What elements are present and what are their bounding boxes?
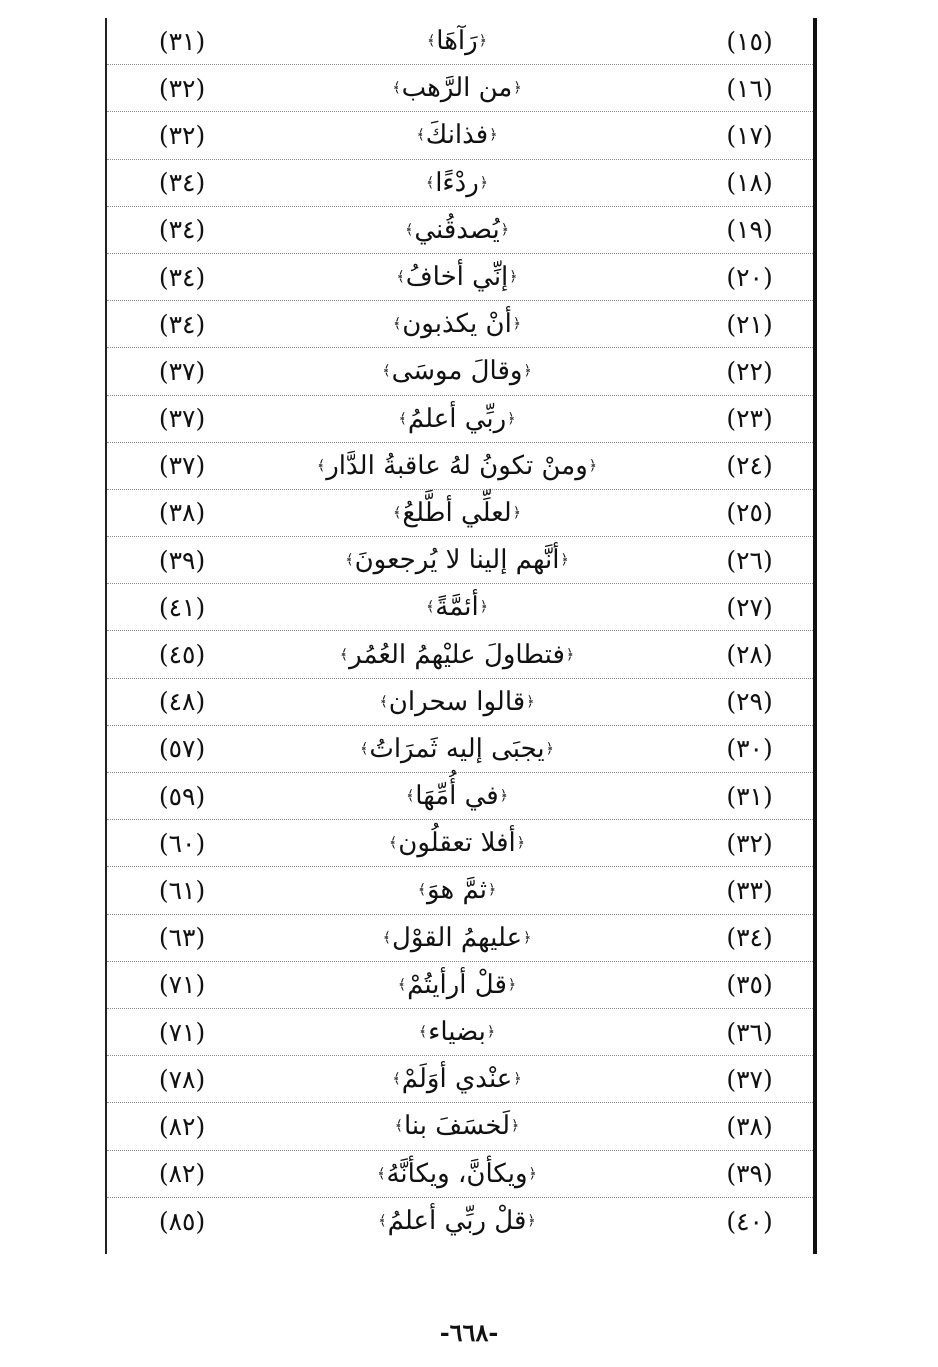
- quran-bracket-open-icon: ﴿: [545, 740, 554, 757]
- page-reference: (٣٧): [158, 451, 206, 481]
- page-reference: (٥٧): [158, 734, 206, 764]
- quran-bracket-open-icon: ﴿: [489, 127, 498, 144]
- entry-index: (٣٩): [726, 1159, 773, 1189]
- table-row: [107, 867, 813, 914]
- quranic-word: فتطاولَ عليْهمُ العُمُر: [349, 639, 565, 670]
- entry-index: (١٨): [726, 168, 773, 198]
- quranic-word-cell: [267, 867, 647, 913]
- page-reference: (٧١): [158, 970, 206, 1000]
- entry-index: (٢٠): [726, 262, 773, 292]
- table-row: [107, 443, 813, 490]
- quranic-word-cell: [267, 726, 647, 772]
- quran-bracket-close-icon: ﴾: [393, 316, 402, 333]
- quranic-word: لَخسَفَ بنا: [403, 1111, 511, 1142]
- table-row: [107, 773, 813, 820]
- entry-index: (٣٣): [726, 875, 773, 905]
- quran-bracket-close-icon: ﴾: [406, 788, 415, 805]
- quran-bracket-open-icon: ﴿: [560, 552, 569, 569]
- quranic-word: فذانكَ: [425, 120, 489, 151]
- quranic-word: قلْ أرأيتُمْ: [407, 969, 507, 1000]
- quranic-word-cell: [267, 1151, 647, 1197]
- entry-index: (٣٠): [726, 734, 773, 764]
- quranic-word: يجبَى إليه ثَمرَاتُ: [369, 733, 545, 764]
- table-row: [107, 207, 813, 254]
- quranic-word: ردْءًا: [435, 167, 479, 198]
- quranic-word-cell: [267, 301, 647, 347]
- quranic-word-cell: [267, 537, 647, 583]
- quranic-word-cell: [267, 160, 647, 206]
- quran-bracket-close-icon: ﴾: [396, 269, 405, 286]
- quran-bracket-close-icon: ﴾: [418, 1024, 428, 1041]
- quran-bracket-open-icon: ﴿: [499, 788, 508, 805]
- page-reference: (٣٢): [158, 120, 206, 150]
- page-reference: (٣٧): [158, 356, 206, 386]
- quran-bracket-open-icon: ﴿: [588, 457, 597, 474]
- page-reference: (٥٩): [158, 781, 206, 811]
- page-reference: (٤٨): [158, 687, 206, 717]
- quran-bracket-open-icon: ﴿: [527, 1213, 536, 1230]
- quranic-word-cell: [267, 1103, 647, 1149]
- quran-bracket-open-icon: ﴿: [565, 646, 575, 663]
- quranic-word-cell: [267, 18, 647, 64]
- quranic-word: أفلا تعقلُون: [398, 828, 516, 859]
- quran-bracket-close-icon: ﴾: [339, 646, 349, 663]
- quranic-word: عنْدي أوَلَمْ: [401, 1064, 513, 1095]
- quran-bracket-open-icon: ﴿: [511, 1118, 520, 1135]
- quranic-word-cell: [267, 584, 647, 630]
- entry-index: (٢٩): [726, 687, 773, 717]
- quran-bracket-open-icon: ﴿: [509, 269, 518, 286]
- quran-bracket-close-icon: ﴾: [382, 363, 391, 380]
- page-reference: (٧١): [158, 1017, 206, 1047]
- entry-index: (١٧): [726, 120, 773, 150]
- page-reference: (٣١): [158, 26, 206, 56]
- quranic-word-cell: [267, 679, 647, 725]
- table-row: [107, 112, 813, 159]
- quran-bracket-open-icon: ﴿: [513, 80, 522, 97]
- quranic-word: من الرَّهب: [401, 73, 513, 104]
- table-row: [107, 1103, 813, 1150]
- quranic-word: أئمَّةً: [435, 592, 479, 623]
- quran-bracket-close-icon: ﴾: [392, 1071, 401, 1088]
- quran-bracket-close-icon: ﴾: [392, 80, 401, 97]
- entry-index: (٣٢): [726, 828, 773, 858]
- quranic-word: أنْ يكذبون: [402, 309, 512, 340]
- quranic-word: رَآهَا: [436, 26, 478, 57]
- entry-index: (٢٧): [726, 592, 773, 622]
- quranic-word: وقالَ موسَى: [391, 356, 523, 387]
- table-row: [107, 1198, 813, 1245]
- quran-bracket-close-icon: ﴾: [378, 1213, 387, 1230]
- quran-bracket-close-icon: ﴾: [317, 457, 326, 474]
- quran-bracket-open-icon: ﴿: [479, 599, 488, 616]
- quran-bracket-open-icon: ﴿: [507, 410, 516, 427]
- quranic-word-cell: [267, 443, 647, 489]
- quran-bracket-close-icon: ﴾: [426, 174, 435, 191]
- page-reference: (٦٠): [158, 828, 206, 858]
- quran-bracket-close-icon: ﴾: [394, 1118, 403, 1135]
- quranic-word-cell: [267, 207, 647, 253]
- quranic-word: بضياء: [428, 1017, 486, 1048]
- quran-bracket-close-icon: ﴾: [427, 33, 436, 50]
- quran-bracket-close-icon: ﴾: [426, 599, 435, 616]
- quranic-word-cell: [267, 1198, 647, 1245]
- quranic-word: قالوا سحران: [388, 686, 526, 717]
- table-row: [107, 679, 813, 726]
- entry-index: (٢٥): [726, 498, 773, 528]
- word-index-table: [105, 18, 817, 1254]
- table-rows: [107, 18, 813, 1245]
- quranic-word: ثمَّ هوَ: [427, 875, 487, 906]
- page-reference: (٤١): [158, 592, 206, 622]
- table-row: [107, 962, 813, 1009]
- quran-bracket-open-icon: ﴿: [513, 1071, 522, 1088]
- table-row: [107, 254, 813, 301]
- quranic-word-cell: [267, 65, 647, 111]
- table-row: [107, 726, 813, 773]
- page-reference: (٦٣): [158, 923, 206, 953]
- table-row: [107, 915, 813, 962]
- table-row: [107, 631, 813, 678]
- quran-bracket-open-icon: ﴿: [507, 976, 517, 993]
- table-row: [107, 584, 813, 631]
- quranic-word: إنِّي أخافُ: [405, 262, 509, 293]
- page-reference: (٨٢): [158, 1159, 206, 1189]
- table-row: [107, 1151, 813, 1198]
- quran-bracket-close-icon: ﴾: [397, 976, 407, 993]
- quran-bracket-close-icon: ﴾: [398, 410, 407, 427]
- table-row: [107, 1056, 813, 1103]
- quran-bracket-open-icon: ﴿: [516, 835, 525, 852]
- quran-bracket-close-icon: ﴾: [379, 693, 388, 710]
- entry-index: (٤٠): [726, 1206, 773, 1236]
- page-number-footer: -٦٦٨-: [439, 1318, 499, 1347]
- table-row: [107, 396, 813, 443]
- quranic-word-cell: [267, 348, 647, 394]
- quran-bracket-close-icon: ﴾: [389, 835, 398, 852]
- page-reference: (٦١): [158, 875, 206, 905]
- entry-index: (٢٣): [726, 404, 773, 434]
- page-reference: (٨٢): [158, 1111, 206, 1141]
- table-row: [107, 490, 813, 537]
- quran-bracket-close-icon: ﴾: [416, 127, 425, 144]
- quran-bracket-close-icon: ﴾: [405, 221, 414, 238]
- page-reference: (٤٥): [158, 640, 206, 670]
- quran-bracket-close-icon: ﴾: [377, 1165, 386, 1182]
- quranic-word: عليهمُ القوْل: [391, 922, 523, 953]
- quran-bracket-open-icon: ﴿: [523, 929, 532, 946]
- page-reference: (٧٨): [158, 1064, 206, 1094]
- quranic-word-cell: [267, 631, 647, 677]
- table-row: [107, 65, 813, 112]
- entry-index: (٣٦): [726, 1017, 773, 1047]
- page-reference: (٣٤): [158, 262, 206, 292]
- quran-bracket-open-icon: ﴿: [526, 693, 535, 710]
- quranic-word: ربِّي أعلمُ: [407, 403, 507, 434]
- quran-bracket-open-icon: ﴿: [523, 363, 532, 380]
- page-reference: (٣٧): [158, 404, 206, 434]
- entry-index: (٢٦): [726, 545, 773, 575]
- quranic-word: ويكأنَّ، ويكأنَّهُ: [386, 1158, 528, 1189]
- table-row: [107, 820, 813, 867]
- page-reference: (٣٩): [158, 545, 206, 575]
- entry-index: (٢٤): [726, 451, 773, 481]
- page-reference: (٣٨): [158, 498, 206, 528]
- quran-bracket-close-icon: ﴾: [360, 740, 369, 757]
- quran-bracket-close-icon: ﴾: [417, 882, 427, 899]
- quranic-word-cell: [267, 773, 647, 819]
- entry-index: (٢٨): [726, 640, 773, 670]
- table-row: [107, 160, 813, 207]
- quran-bracket-open-icon: ﴿: [478, 33, 487, 50]
- quranic-word-cell: [267, 915, 647, 961]
- entry-index: (١٩): [726, 215, 773, 245]
- entry-index: (١٦): [726, 73, 773, 103]
- page-reference: (٨٥): [158, 1206, 206, 1236]
- entry-index: (١٥): [726, 26, 773, 56]
- quran-bracket-open-icon: ﴿: [512, 316, 521, 333]
- entry-index: (٣٧): [726, 1064, 773, 1094]
- quran-bracket-open-icon: ﴿: [500, 221, 509, 238]
- quranic-word-cell: [267, 254, 647, 300]
- entry-index: (٣١): [726, 781, 773, 811]
- entry-index: (٣٨): [726, 1111, 773, 1141]
- page-reference: (٣٤): [158, 309, 206, 339]
- quranic-word: أنَّهم إلينا لا يُرجعونَ: [354, 545, 560, 576]
- quran-bracket-open-icon: ﴿: [512, 504, 521, 521]
- quran-bracket-close-icon: ﴾: [382, 929, 391, 946]
- entry-index: (٢١): [726, 309, 773, 339]
- quranic-word: يُصدقُني: [414, 214, 500, 245]
- quranic-word: في أُمِّهَا: [415, 781, 499, 812]
- quran-bracket-open-icon: ﴿: [528, 1165, 537, 1182]
- quranic-word-cell: [267, 962, 647, 1008]
- quranic-word-cell: [267, 1009, 647, 1055]
- page-reference: (٣٤): [158, 168, 206, 198]
- quranic-word-cell: [267, 490, 647, 536]
- table-row: [107, 348, 813, 395]
- quranic-word: قلْ ربِّي أعلمُ: [387, 1206, 527, 1237]
- entry-index: (٣٤): [726, 923, 773, 953]
- table-row: [107, 18, 813, 65]
- page-reference: (٣٤): [158, 215, 206, 245]
- quran-bracket-open-icon: ﴿: [479, 174, 488, 191]
- page-reference: (٣٢): [158, 73, 206, 103]
- entry-index: (٢٢): [726, 356, 773, 386]
- quranic-word-cell: [267, 1056, 647, 1102]
- quranic-word-cell: [267, 820, 647, 866]
- quran-bracket-close-icon: ﴾: [345, 552, 354, 569]
- table-row: [107, 301, 813, 348]
- quranic-word-cell: [267, 112, 647, 158]
- quran-bracket-open-icon: ﴿: [487, 882, 497, 899]
- entry-index: (٣٥): [726, 970, 773, 1000]
- quranic-word: ومنْ تكونُ لهُ عاقبةُ الدَّار: [326, 450, 588, 481]
- quran-bracket-close-icon: ﴾: [393, 504, 402, 521]
- table-row: [107, 1009, 813, 1056]
- quranic-word: لعلِّي أطَّلعُ: [402, 497, 512, 528]
- table-row: [107, 537, 813, 584]
- quranic-word-cell: [267, 396, 647, 442]
- quran-bracket-open-icon: ﴿: [486, 1024, 496, 1041]
